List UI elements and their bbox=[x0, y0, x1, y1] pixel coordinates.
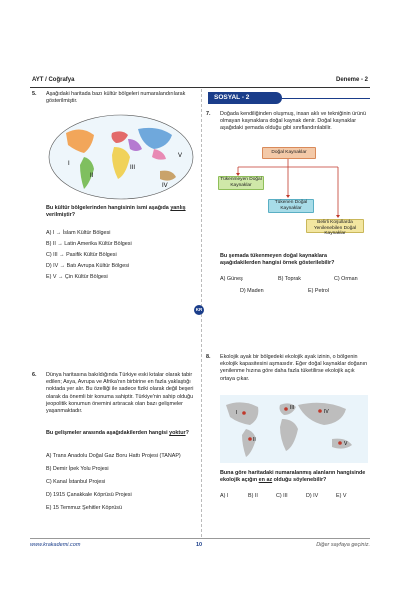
culture-regions-map bbox=[46, 113, 196, 201]
prompt-main: Bu kültür bölgelerinden hangisinin ismi aşağıda bbox=[46, 205, 171, 211]
option-c[interactable]: C) III → Pasifik Kültür Bölgesi bbox=[46, 252, 117, 258]
option-e[interactable]: E) V → Çin Kültür Bölgesi bbox=[46, 274, 108, 280]
option-b[interactable]: B) II bbox=[248, 493, 258, 499]
map-label-4: IV bbox=[324, 409, 329, 415]
option-a[interactable]: A) Trans Anadolu Doğal Gaz Boru Hattı Projesi (TANAP) bbox=[46, 453, 181, 459]
option-c[interactable]: C) Kanal İstanbul Projesi bbox=[46, 479, 106, 485]
question-number: 7. bbox=[206, 111, 211, 117]
prompt-underlined: yanlış bbox=[170, 205, 186, 211]
section-underline bbox=[282, 98, 370, 99]
diagram-middle-node: Tükenen Doğal Kaynaklar bbox=[268, 199, 314, 213]
question-7-prompt: Bu şemada tükenmeyen doğal kaynaklara aşağıdakilerden hangisi örnek gösterilebilir? bbox=[220, 253, 335, 267]
map-label-1: I bbox=[68, 161, 70, 167]
option-b[interactable]: B) Toprak bbox=[278, 276, 301, 282]
footer-website[interactable]: www.krakademi.com bbox=[30, 542, 81, 548]
prompt-main: Buna göre haritadaki numaralanmış alanların hangisinde ekolojik açığın bbox=[220, 470, 366, 484]
question-text: Doğada kendiliğinden oluşmuş, insan aklı ve tekniğinin ürünü olmayan kaynaklara doğal kaynak denir. Doğal kaynaklar aşağıdaki şemada olduğu gibi sınıflandırılabilir. bbox=[220, 111, 366, 132]
prompt-underlined: en az bbox=[258, 477, 273, 484]
option-b[interactable]: B) Demir İpek Yolu Projesi bbox=[46, 466, 109, 472]
question-8-stem bbox=[206, 354, 370, 386]
question-number: 8. bbox=[206, 354, 211, 360]
option-d[interactable]: D) 1915 Çanakkale Köprüsü Projesi bbox=[46, 492, 132, 498]
question-7-stem bbox=[206, 111, 370, 143]
diagram-right-node: Belirli Koşullarda Yenilenebilen Doğal Kaynaklar bbox=[306, 219, 364, 233]
option-d[interactable]: D) Maden bbox=[240, 288, 264, 294]
question-5-prompt bbox=[46, 205, 196, 219]
option-a[interactable]: A) Güneş bbox=[220, 276, 243, 282]
ecological-footprint-map bbox=[220, 395, 368, 463]
exam-page bbox=[30, 75, 370, 550]
footer-next-page-note: Diğer sayfaya geçiniz. bbox=[316, 542, 370, 548]
option-e[interactable]: E) 15 Temmuz Şehitler Köprüsü bbox=[46, 505, 123, 511]
map-label-1: I bbox=[236, 410, 238, 416]
option-a[interactable]: A) I → İslam Kültür Bölgesi bbox=[46, 230, 111, 236]
option-c[interactable]: C) Orman bbox=[334, 276, 358, 282]
publisher-logo: KR bbox=[194, 305, 204, 315]
option-e[interactable]: E) V bbox=[336, 493, 347, 499]
map-label-4: IV bbox=[162, 183, 168, 189]
map-label-2: II bbox=[90, 173, 94, 179]
question-6-prompt bbox=[46, 430, 196, 437]
question-number: 6. bbox=[32, 372, 37, 378]
question-6-stem bbox=[32, 372, 197, 432]
page-header bbox=[30, 75, 370, 88]
map-label-5: V bbox=[178, 153, 183, 159]
option-e[interactable]: E) Petrol bbox=[308, 288, 329, 294]
map-label-5: V bbox=[344, 441, 348, 447]
map-label-3: III bbox=[290, 405, 295, 411]
option-b[interactable]: B) II → Latin Amerika Kültür Bölgesi bbox=[46, 241, 132, 247]
map-label-2: II bbox=[253, 437, 256, 443]
question-text: Aşağıdaki haritada bazı kültür bölgeleri numaralandırılarak gösterilmiştir. bbox=[46, 91, 186, 105]
diagram-root-node: Doğal Kaynaklar bbox=[262, 147, 316, 159]
prompt-tail: verilmiştir? bbox=[46, 212, 76, 219]
option-d[interactable]: D) IV bbox=[306, 493, 319, 499]
diagram-left-node: Tükenmeyen Doğal Kaynaklar bbox=[218, 176, 264, 190]
prompt-underlined: yoktur bbox=[169, 430, 186, 436]
prompt-main: Bu gelişmeler arasında aşağıdakilerden hangisi bbox=[46, 430, 170, 436]
question-text: Dünya haritasına bakıldığında Türkiye eski kıtalar olarak tabir edilen; Asya, Avrupa ve Afrika'nın birbirine en fazla yaklaştığı noktada yer alır. Bu özelliği ile sadece fiziki olarak değil beşeri olarak da önemli bir konuma sahiptir. Türkiye'nin sahip olduğu jeopolitik konumun önemini artıracak olan bazı gelişmeler yaşanmaktadır. bbox=[46, 372, 194, 415]
map-label-3: III bbox=[130, 165, 136, 171]
header-exam: Deneme - 2 bbox=[335, 77, 368, 83]
option-d[interactable]: D) IV → Batı Avrupa Kültür Bölgesi bbox=[46, 263, 130, 269]
page-number: 10 bbox=[196, 542, 203, 548]
question-8-prompt bbox=[220, 470, 368, 484]
prompt-tail: ? bbox=[185, 430, 189, 436]
section-badge: SOSYAL - 2 bbox=[208, 92, 282, 104]
question-number: 5. bbox=[32, 91, 37, 97]
prompt-tail: olduğu söylenebilir? bbox=[272, 477, 327, 484]
question-text: Ekolojik ayak bir bölgedeki ekolojik ayak izinin, o bölgenin ekolojik kapasitesini aşmasıdır. Eğer doğal kaynaklar doğanın yenilenme hızına göre daha fazla tüketilirse ekolojik açık ortaya çıkar. bbox=[220, 354, 368, 382]
header-subject: AYT / Coğrafya bbox=[32, 77, 75, 83]
option-a[interactable]: A) I bbox=[220, 493, 229, 499]
page-footer bbox=[30, 538, 370, 551]
option-c[interactable]: C) III bbox=[276, 493, 288, 499]
